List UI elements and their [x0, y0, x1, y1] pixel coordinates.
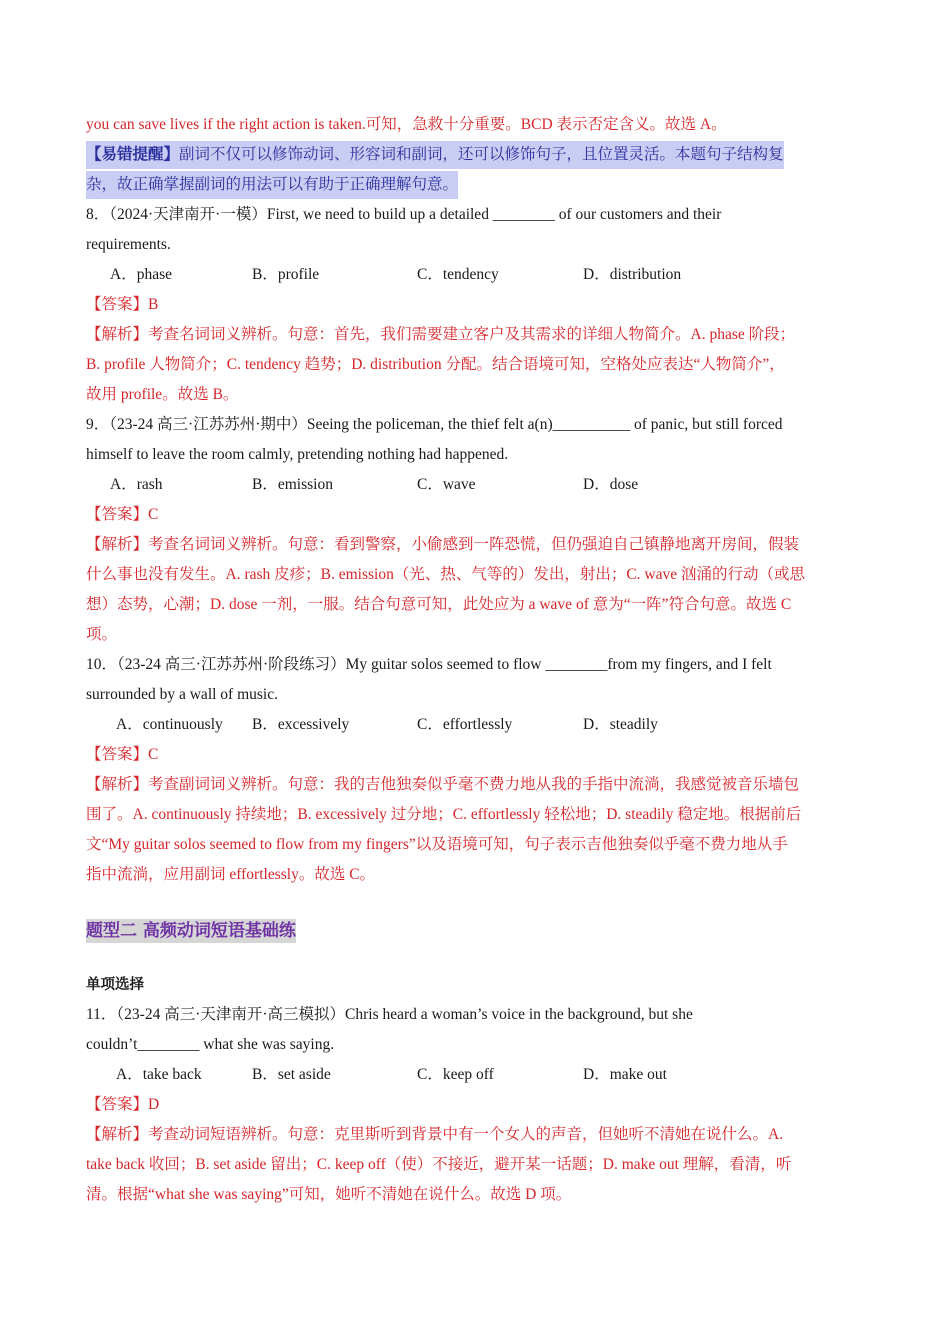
error-tip-label: 【易错提醒】 [86, 146, 180, 163]
option-b: B．profile [252, 266, 320, 283]
question-11-stem-cont: couldn’t________ what she was saying. [86, 1036, 335, 1053]
option-a: A．continuously [116, 716, 223, 733]
question-11-options [86, 1060, 868, 1090]
question-9-explanation: 【解析】考查名词词义辨析。句意：看到警察，小偷感到一阵恐慌，但仍强迫自己镇静地离开房间，假装 [86, 536, 800, 553]
option-d: D．distribution [583, 266, 682, 283]
question-8-stem-cont: requirements. [86, 236, 171, 253]
option-d: D．dose [583, 476, 639, 493]
option-c: C．effortlessly [417, 716, 513, 733]
subheading: 单项选择 [86, 977, 144, 993]
option-c: C．tendency [417, 266, 499, 283]
option-b: B．emission [252, 476, 333, 493]
question-8-explanation: 【解析】考查名词词义辨析。句意：首先，我们需要建立客户及其需求的详细人物简介。A. phase 阶段； [86, 326, 796, 343]
question-9-explanation-2: 什么事也没有发生。A. rash 皮疹；B. emission（光、热、气等的）发出，射出；C. wave 汹涌的行动（或思 [86, 566, 806, 583]
question-10-explanation-4: 指中流淌，应用副词 effortlessly。故选 C。 [86, 866, 376, 883]
option-c: C．wave [417, 476, 476, 493]
question-11-answer: 【答案】D [86, 1096, 160, 1113]
question-8-options [86, 260, 868, 290]
question-11-stem: 11．（23-24 高三·天津南开·高三模拟）Chris heard a woman’s voice in the background, but she [86, 1006, 693, 1023]
option-a: A．rash [110, 476, 163, 493]
option-d: D．steadily [583, 716, 658, 733]
question-10-explanation-2: 围了。A. continuously 持续地；B. excessively 过分地；C. effortlessly 轻松地；D. steadily 稳定地。根据前后 [86, 806, 802, 823]
question-11-explanation: 【解析】考查动词短语辨析。句意：克里斯听到背景中有一个女人的声音，但她听不清她在说什么。A. [86, 1126, 784, 1143]
error-tip-text: 副词不仅可以修饰动词、形容词和副词，还可以修饰句子，且位置灵活。本题句子结构复 [179, 146, 784, 163]
question-10-answer: 【答案】C [86, 746, 159, 763]
question-9-answer: 【答案】C [86, 506, 159, 523]
question-8-stem: 8．（2024·天津南开·一模）First, we need to build up a detailed ________ of our customers and their [86, 206, 722, 223]
question-9-explanation-4: 项。 [86, 626, 118, 643]
section-title: 题型二 高频动词短语基础练 [86, 921, 296, 941]
option-c: C．keep off [417, 1066, 494, 1083]
question-10-options [86, 710, 868, 740]
error-tip [86, 140, 868, 170]
option-b: B．excessively [252, 716, 350, 733]
question-9-options [86, 470, 868, 500]
question-11-explanation-2: take back 收回；B. set aside 留出；C. keep off（使）不接近，避开某一话题；D. make out 理解，看清，听 [86, 1156, 792, 1173]
question-9-explanation-3: 想）态势，心潮；D. dose 一剂，一服。结合句意可知，此处应为 a wave of 意为“一阵”符合句意。故选 C [86, 596, 792, 613]
option-d: D．make out [583, 1066, 667, 1083]
question-10-stem-cont: surrounded by a wall of music. [86, 686, 278, 703]
option-a: A．phase [110, 266, 172, 283]
document-content [86, 110, 868, 1210]
error-tip-text-cont: 杂，故正确掌握副词的用法可以有助于正确理解句意。 [86, 171, 458, 199]
question-10-stem: 10．（23-24 高三·江苏苏州·阶段练习）My guitar solos seemed to flow ________from my fingers, and I felt [86, 656, 772, 673]
question-10-explanation: 【解析】考查副词词义辨析。句意：我的吉他独奏似乎毫不费力地从我的手指中流淌，我感觉被音乐墙包 [86, 776, 800, 793]
question-8-answer: 【答案】B [86, 296, 159, 313]
option-b: B．set aside [252, 1066, 331, 1083]
section-heading [86, 916, 868, 946]
question-9-stem: 9．（23-24 高三·江苏苏州·期中）Seeing the policeman, the thief felt a(n)__________ of panic, but still forced [86, 416, 783, 433]
question-10-explanation-3: 文“My guitar solos seemed to flow from my fingers”以及语境可知，句子表示吉他独奏似乎毫不费力地从手 [86, 836, 788, 853]
prev-explanation-tail: you can save lives if the right action is taken.可知，急救十分重要。BCD 表示否定含义。故选 A。 [86, 116, 727, 133]
question-9-stem-cont: himself to leave the room calmly, pretending nothing had happened. [86, 446, 509, 463]
option-a: A．take back [116, 1066, 202, 1083]
question-11-explanation-3: 清。根据“what she was saying”可知，她听不清她在说什么。故选 D 项。 [86, 1186, 572, 1203]
question-8-explanation-3: 故用 profile。故选 B。 [86, 386, 239, 403]
question-8-explanation-2: B. profile 人物简介；C. tendency 趋势；D. distribution 分配。结合语境可知，空格处应表达“人物简介”， [86, 356, 785, 373]
